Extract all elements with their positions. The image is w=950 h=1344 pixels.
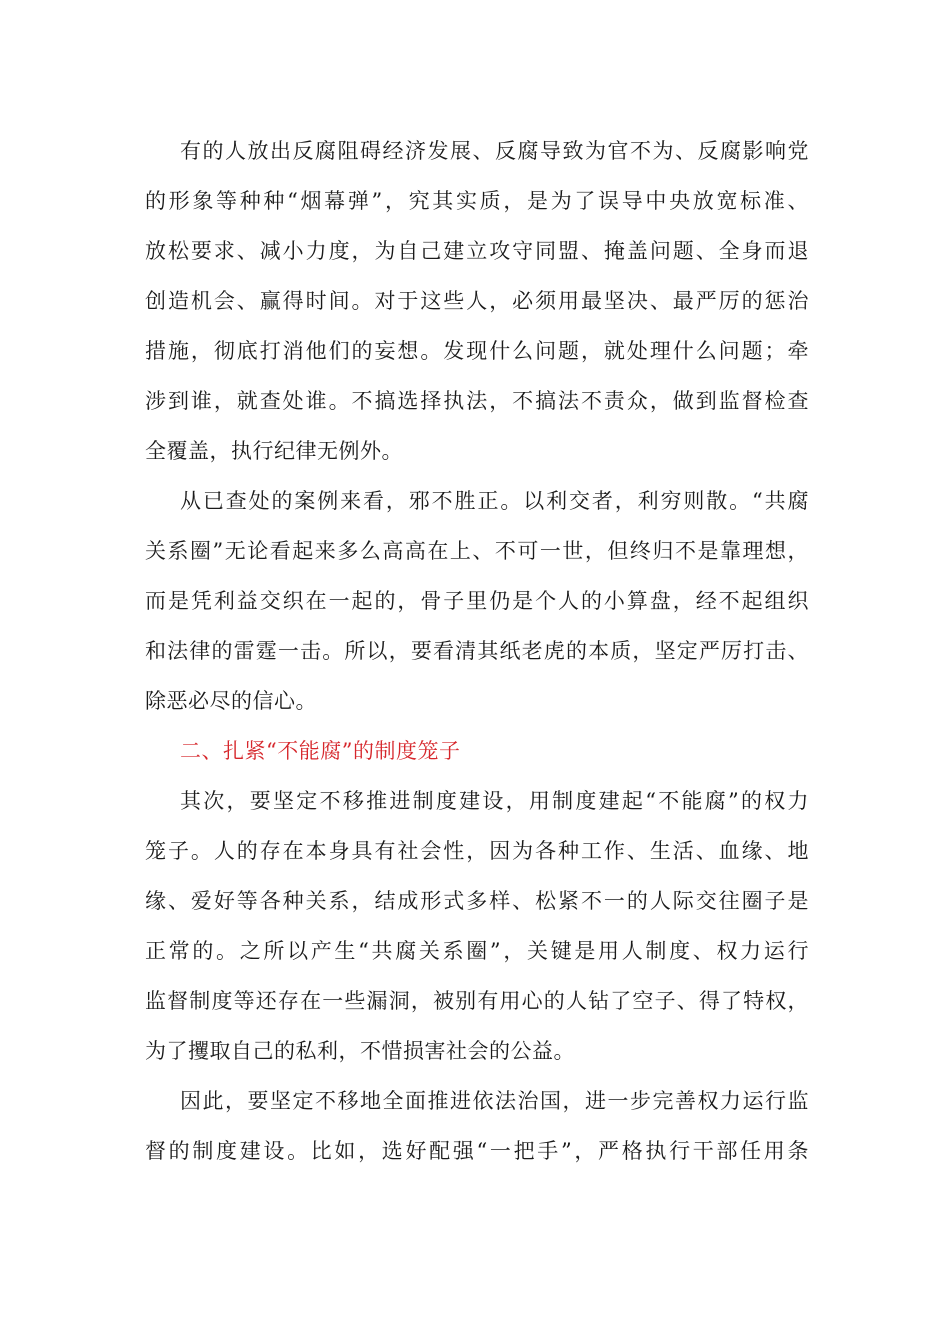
text-line: 从已查处的案例来看，邪不胜正。以利交者，利穷则散。“共腐 bbox=[180, 489, 809, 513]
paragraph-4 bbox=[145, 1076, 809, 1176]
paragraph-3 bbox=[145, 776, 809, 1076]
text-line: 和法律的雷霆一击。所以，要看清其纸老虎的本质，坚定严厉打击、 bbox=[145, 639, 809, 663]
text-line: 关系圈”无论看起来多么高高在上、不可一世，但终归不是靠理想， bbox=[145, 539, 809, 563]
body-text bbox=[145, 126, 809, 1176]
text-line: 监督制度等还存在一些漏洞，被别有用心的人钻了空子、得了特权， bbox=[145, 989, 809, 1013]
section-heading-text: 二、扎紧“不能腐”的制度笼子 bbox=[180, 739, 461, 763]
section-heading bbox=[145, 726, 809, 776]
text-line: 有的人放出反腐阻碍经济发展、反腐导致为官不为、反腐影响党 bbox=[180, 139, 809, 163]
text-line: 措施，彻底打消他们的妄想。发现什么问题，就处理什么问题；牵 bbox=[145, 339, 809, 363]
text-line: 而是凭利益交织在一起的，骨子里仍是个人的小算盘，经不起组织 bbox=[145, 589, 809, 613]
paragraph-1 bbox=[145, 126, 809, 476]
text-line: 涉到谁，就查处谁。不搞选择执法，不搞法不责众，做到监督检查 bbox=[145, 389, 809, 413]
paragraph-2 bbox=[145, 476, 809, 726]
text-line: 正常的。之所以产生“共腐关系圈”，关键是用人制度、权力运行 bbox=[145, 939, 809, 963]
text-line: 其次，要坚定不移推进制度建设，用制度建起“不能腐”的权力 bbox=[180, 789, 809, 813]
text-line: 督的制度建设。比如，选好配强“一把手”，严格执行干部任用条 bbox=[145, 1139, 809, 1163]
text-line: 放松要求、减小力度，为自己建立攻守同盟、掩盖问题、全身而退 bbox=[145, 239, 809, 263]
text-line: 全覆盖，执行纪律无例外。 bbox=[145, 439, 403, 463]
text-line: 的形象等种种“烟幕弹”，究其实质，是为了误导中央放宽标准、 bbox=[145, 189, 809, 213]
text-line: 缘、爱好等各种关系，结成形式多样、松紧不一的人际交往圈子是 bbox=[145, 889, 809, 913]
text-line: 为了攫取自己的私利，不惜损害社会的公益。 bbox=[145, 1039, 575, 1063]
text-line: 创造机会、赢得时间。对于这些人，必须用最坚决、最严厉的惩治 bbox=[145, 289, 809, 313]
text-line: 因此，要坚定不移地全面推进依法治国，进一步完善权力运行监 bbox=[180, 1089, 809, 1113]
text-line: 笼子。人的存在本身具有社会性，因为各种工作、生活、血缘、地 bbox=[145, 839, 809, 863]
text-line: 除恶必尽的信心。 bbox=[145, 689, 317, 713]
